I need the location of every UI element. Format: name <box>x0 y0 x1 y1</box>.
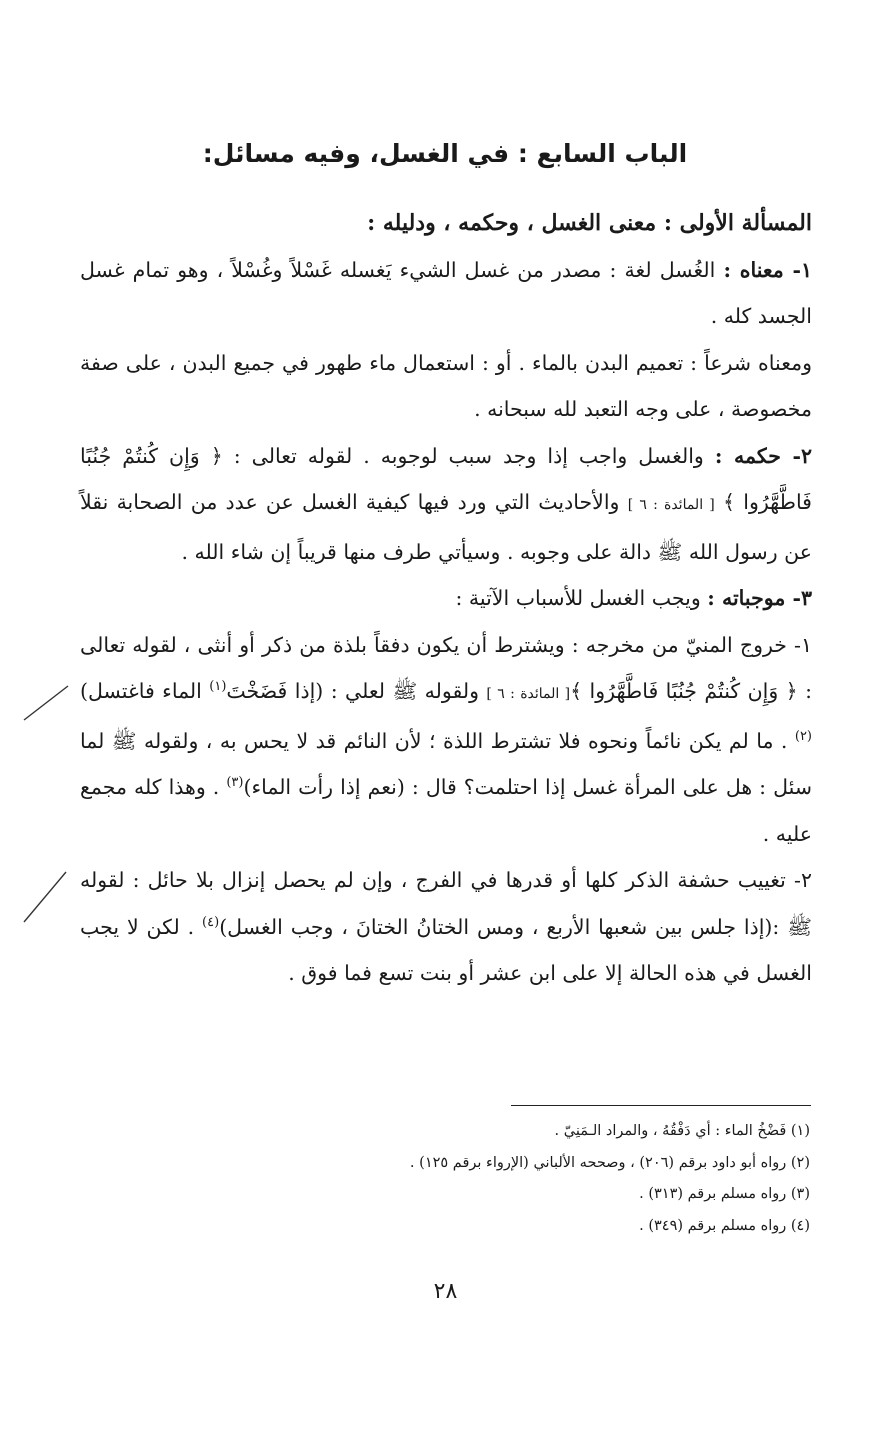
item1-text-a: ١- خروج المنيّ من مخرجه : ويشترط أن يكون دفقاً بلذة من ذكر أو أنثى ، لقوله تعالى : <box>80 632 812 703</box>
obligations-text: ويجب الغسل للأسباب الآتية : <box>455 586 708 610</box>
footnote-marker-1[interactable]: (١) <box>209 679 227 695</box>
obligations-label: ٣- موجباته : <box>707 586 812 610</box>
paragraph-obligations <box>80 575 812 622</box>
verse-reference: [ المائدة : ٦ ] <box>486 686 571 702</box>
item1-text-e: . وهذا كله مجمع عليه . <box>80 775 812 846</box>
footnote-divider <box>511 1105 811 1106</box>
footnotes <box>80 1116 810 1242</box>
list-item-seminal-discharge <box>80 622 812 858</box>
paragraph-ruling <box>80 433 812 576</box>
footnote-marker-4[interactable]: (٤) <box>202 914 220 930</box>
meaning-label: ١- معناه : <box>723 257 812 282</box>
paragraph-shari-meaning: ومعناه شرعاً : تعميم البدن بالماء . أو : استعمال ماء طهور في جميع البدن ، على صفة مخصوصة ، على وجه التعبد لله سبحانه . <box>80 350 812 421</box>
ruling-text-b: والأحاديث التي ورد فيها كيفية الغسل عن عدد من الصحابة نقلاً عن رسول الله ﷺ دالة على وجوبه . وسيأتي طرف منها قريباً إن شاء الله . <box>80 490 812 564</box>
verse-reference: [ المائدة : ٦ ] <box>627 497 715 513</box>
footnote-4: (٤) رواه مسلم برقم (٣٤٩) . <box>639 1217 810 1234</box>
meaning-text: الغُسل لغة : مصدر من غسل الشيء يَغسله غَسْلاً وغُسْلاً ، وهو تمام غسل الجسد كله . <box>80 257 812 328</box>
item2-text-a: ٢- تغييب حشفة الذكر كلها أو قدرها في الفرج ، وإن لم يحصل إنزال بلا حائل : لقوله ﷺ :(إذا جلس بين شعبها الأربع ، ومس الختانُ الختانَ ، وجب الغسل) <box>80 868 812 939</box>
margin-pencil-mark <box>16 868 76 928</box>
item1-text-d: . ما لم يكن نائماً ونحوه فلا تشترط اللذة ؛ لأن النائم قد لا يحس به ، ولقوله ﷺ لما سئل : هل على المرأة غسل إذا احتلمت؟ قال : (نعم إذا رأت الماء) <box>80 728 813 799</box>
page-number: ٢٨ <box>433 1279 458 1304</box>
footnote-marker-3[interactable]: (٣) <box>226 775 244 791</box>
footnote-3: (٣) رواه مسلم برقم (٣١٣) . <box>639 1186 810 1202</box>
footnote-2: (٢) رواه أبو داود برقم (٢٠٦) ، وصححه الألباني (الإرواء برقم ١٢٥) . <box>409 1154 810 1171</box>
item1-text-c: الماء فاغتسل) <box>80 679 210 703</box>
paragraph-meaning <box>80 247 812 340</box>
footnote-marker-2[interactable]: (٢) <box>794 728 812 744</box>
quran-verse: ﴿ وَإِن كُنتُمْ جُنُبًا فَاطَّهَّرُوا ﴾ <box>80 443 812 514</box>
footnote-1: (١) فَضْخُ الماء : أي دَفْقُهُ ، والمراد الـمَنِيّ . <box>554 1123 810 1139</box>
chapter-title: الباب السابع : في الغسل، وفيه مسائل: <box>202 139 688 168</box>
main-text <box>80 200 812 997</box>
ruling-text-a: والغسل واجب إذا وجد سبب لوجوبه . لقوله تعالى : <box>222 443 715 468</box>
ruling-label: ٢- حكمه : <box>714 443 813 468</box>
margin-pencil-mark <box>16 680 76 740</box>
section-heading: المسألة الأولى : معنى الغسل ، وحكمه ، ودليله : <box>367 210 812 236</box>
item1-text-b: ولقوله ﷺ لعلي : (إذا فَضَخْتَ <box>226 679 487 703</box>
quran-verse: ﴿ وَإِن كُنتُمْ جُنُبًا فَاطَّهَّرُوا ﴾ <box>570 679 798 703</box>
item2-text-b: . لكن لا يجب الغسل في هذه الحالة إلا على ابن عشر أو بنت تسع فما فوق . <box>80 914 812 985</box>
list-item-intercourse <box>80 857 812 997</box>
